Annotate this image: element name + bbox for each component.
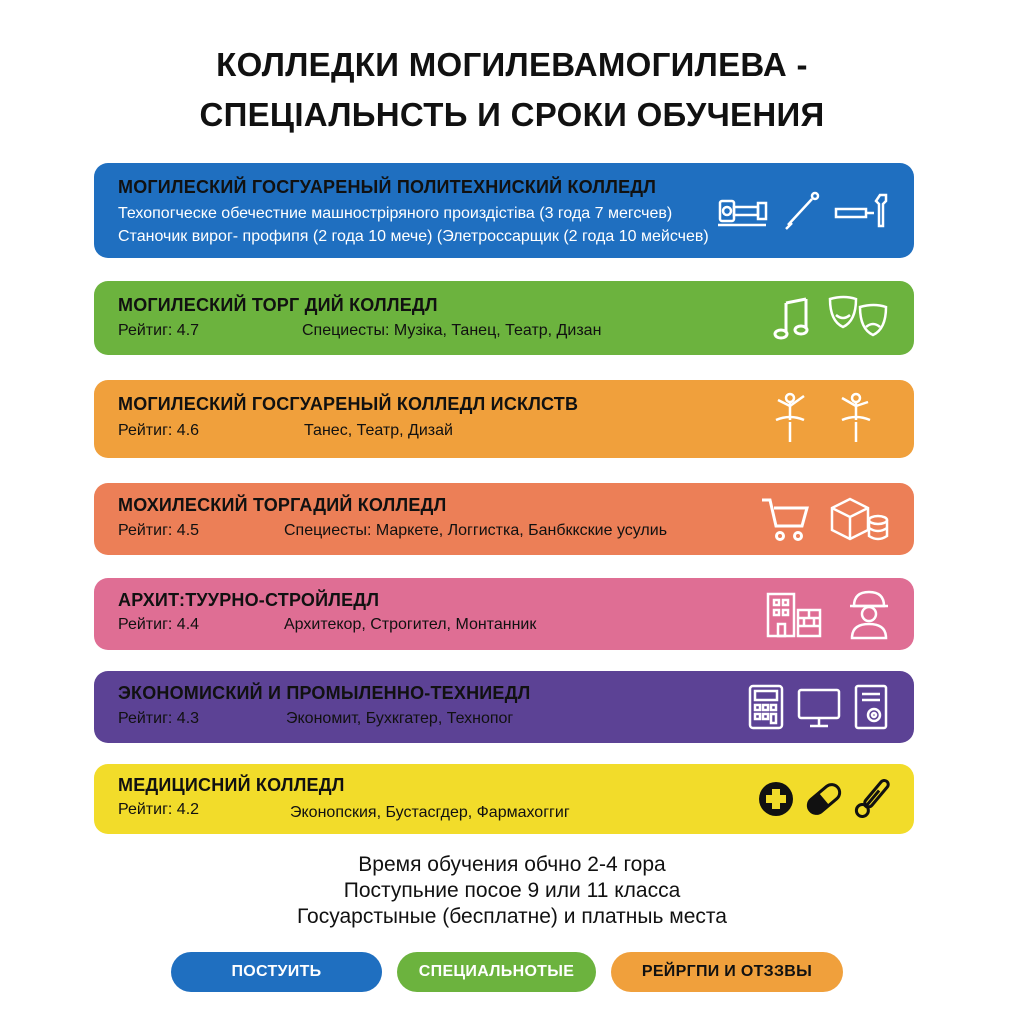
pill-icon xyxy=(802,777,846,821)
shopping-cart-icon xyxy=(760,494,810,544)
theater-masks-icon xyxy=(826,293,892,343)
info-line-admission: Поступьние посое 9 или 11 класса xyxy=(343,879,681,902)
drill-wrench-icon xyxy=(832,189,892,233)
college-specialties: Архитекор, Строгител, Монтанник xyxy=(284,616,537,633)
college-name: МОХИЛЕСКИЙ ТОРГАДИЙ КОЛЛЕДЛ xyxy=(118,495,447,515)
page-title xyxy=(0,40,1024,140)
box-coins-icon xyxy=(828,494,892,544)
college-name: МОГИЛЕСКИЙ ТОРГ ДИЙ КОЛЛЕДЛ xyxy=(118,295,438,315)
college-icons xyxy=(716,163,892,258)
builder-icon xyxy=(846,588,892,640)
college-card-trade-arts[interactable] xyxy=(94,281,914,355)
college-icons xyxy=(746,671,892,743)
specialties-button[interactable]: СПЕЦИАЛЬНОТЫЕ xyxy=(397,952,596,992)
college-specialties: Экономит, Бухкгатер, Технопог xyxy=(286,710,514,727)
info-line-study-duration: Время обучения обчно 2-4 гора xyxy=(358,853,666,876)
college-card-architecture[interactable] xyxy=(94,578,914,650)
college-rating: Рейтиг: 4.2 xyxy=(118,801,200,818)
college-specialty-line-1: Техопогческе обечестние машностріряного произдістіва (3 года 7 мегсчев) xyxy=(118,205,673,222)
ballet-dancer-icon xyxy=(770,390,810,448)
thermometer-icon xyxy=(852,774,892,824)
lathe-icon xyxy=(716,189,772,233)
college-icons xyxy=(770,380,876,458)
college-rating: Рейтиг: 4.4 xyxy=(118,616,200,633)
college-specialties: Специесты: Музіка, Танец, Театр, Дизан xyxy=(302,322,602,339)
page-title-line-2: СПЕЦІАЛЬНСТЬ И СРОКИ ОБУЧЕНИЯ xyxy=(199,96,825,133)
info-notes xyxy=(0,852,1024,930)
college-rating: Рейтиг: 4.7 xyxy=(118,322,200,339)
college-rating: Рейтиг: 4.3 xyxy=(118,710,200,727)
apply-button[interactable]: ПОСТУИТЬ xyxy=(171,952,382,992)
college-name: МЕДИЦИСНИЙ КОЛЛЕДЛ xyxy=(118,775,345,795)
college-rating: Рейтиг: 4.6 xyxy=(118,422,200,439)
college-specialty-line-2: Станочик вирог- профипя (2 года 10 мече) (Элетроссарщик (2 года 10 мейсчев) xyxy=(118,228,709,245)
college-icons xyxy=(764,578,892,650)
college-name: МОГИЛЕСКИЙ ГОСГУАРЕНЫЙ КОЛЛЕДЛ ИСКЛСТВ xyxy=(118,394,579,414)
college-name: АРХИТ:ТУУРНО-СТРОЙЛЕДЛ xyxy=(118,590,380,610)
college-name: МОГИЛЕСКИЙ ГОСГУАРЕНЫЙ ПОЛИТЕХНИСКИЙ КОЛЛЕДЛ xyxy=(118,177,657,197)
college-specialties: Танес, Театр, Дизай xyxy=(304,422,453,439)
page-title-line-1: КОЛЛЕДКИ МОГИЛЕВАМОГИЛЕВА - xyxy=(216,46,808,83)
college-card-arts[interactable] xyxy=(94,380,914,458)
college-card-polytechnic[interactable] xyxy=(94,163,914,258)
college-card-trade[interactable] xyxy=(94,483,914,555)
ballet-dancer-icon xyxy=(836,390,876,448)
college-icons xyxy=(756,764,892,834)
college-specialties: Специесты: Маркете, Логгистка, Банбккские усулиь xyxy=(284,522,668,539)
medical-cross-icon xyxy=(756,777,796,821)
music-note-icon xyxy=(772,293,816,343)
college-card-medical[interactable] xyxy=(94,764,914,834)
calculator-icon xyxy=(746,682,786,732)
college-icons xyxy=(772,281,892,355)
college-icons xyxy=(760,483,892,555)
document-gear-icon xyxy=(852,682,892,732)
welding-torch-icon xyxy=(782,189,822,233)
college-rating: Рейтиг: 4.5 xyxy=(118,522,200,539)
college-name: ЭКОНОМИСКИЙ И ПРОМЫЛЕННО-ТЕХНИЕДЛ xyxy=(118,683,531,703)
building-icon xyxy=(764,588,824,640)
college-specialties: Эконопския, Бустасгдер, Фармахоггиг xyxy=(290,804,570,821)
monitor-icon xyxy=(796,682,842,732)
ratings-reviews-button[interactable]: РЕЙРГПИ И ОТЗЗВЫ xyxy=(611,952,843,992)
college-card-economics[interactable] xyxy=(94,671,914,743)
info-line-places: Госуарстыные (бесплатне) и платныь места xyxy=(297,905,727,928)
